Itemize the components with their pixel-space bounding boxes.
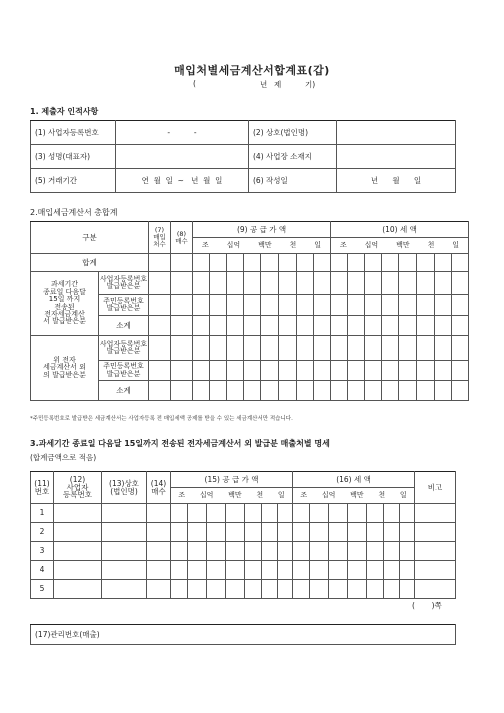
reg-no-field[interactable]: - - [116, 121, 249, 145]
mgmt-table [30, 624, 456, 645]
group1-label: 과세기간 종료일 다음달 15일 까지 전송된 전자세금계산 서 발급받은분 [31, 272, 99, 336]
tax-digits [293, 488, 415, 504]
table-row [31, 336, 469, 361]
sub-total-label: 소계 [99, 316, 149, 336]
table-row [31, 561, 456, 580]
col-reg-no: (12) 사업자 등록번호 [54, 472, 102, 504]
digit-jo: 조 [300, 490, 308, 499]
digit-baekman: 백만 [350, 490, 364, 499]
digit-baekman: 백만 [396, 240, 410, 249]
period-open: ( [193, 79, 196, 88]
row-number: 1 [31, 504, 54, 523]
period-term: 제 [274, 80, 282, 89]
table-row [31, 580, 456, 599]
row-number: 2 [31, 523, 54, 542]
section3-subheading: (합계금액으로 적음) [30, 453, 97, 462]
col-sheets: (14) 매수 [147, 472, 171, 504]
digit-jo: 조 [178, 490, 186, 499]
col-company: (13)상호 (법인명) [102, 472, 147, 504]
name-label: (2) 상호(법인명) [249, 121, 337, 145]
date-label: (6) 작성일 [249, 169, 337, 193]
sub-biz-label: 사업자등록번호 발급받은분 [99, 272, 149, 295]
rep-label: (3) 성명(대표자) [31, 145, 116, 169]
digit-il: 일 [399, 490, 407, 499]
table-row [31, 504, 456, 523]
tax-digits [331, 238, 469, 254]
digit-sibeok: 십억 [199, 490, 214, 499]
col-vendor-count: (7) 매입 처수 [149, 222, 171, 254]
section1-heading: 1. 제출자 인적사항 [30, 107, 99, 116]
table-row [31, 542, 456, 561]
sub-total-label: 소계 [99, 381, 149, 401]
digit-cheon: 천 [289, 240, 297, 249]
sub-resident-label: 주민등록번호 발급받은분 [99, 295, 149, 316]
col-note: 비고 [415, 472, 456, 504]
col-supply: (9) 공 급 가 액 [193, 222, 331, 238]
col-tax: (16) 세 액 [293, 472, 415, 488]
submitter-table [30, 120, 456, 193]
digit-baekman: 백만 [258, 240, 272, 249]
vendor-detail-table [30, 471, 456, 599]
row-number: 3 [31, 542, 54, 561]
supply-digits [171, 488, 293, 504]
period-field[interactable]: 연 월 일 ~ 년 월 일 [116, 169, 249, 193]
digit-il: 일 [452, 240, 460, 249]
period-close: 기) [305, 80, 316, 89]
group2-label: 위 전자 세금계산서 외 의 발급받은분 [31, 336, 99, 401]
period-year: 년 [260, 80, 268, 89]
addr-field[interactable] [337, 145, 456, 169]
digit-sibeok: 십억 [226, 240, 241, 249]
row-number: 5 [31, 580, 54, 599]
row-number: 4 [31, 561, 54, 580]
row-total-label: 합계 [31, 254, 149, 272]
digit-jo: 조 [201, 240, 209, 249]
resident-note: *주민등록번호로 발급받은 세금계산서는 사업자등록 전 매입세액 공제를 받을 수 있는 세금계산서만 적습니다. [30, 416, 293, 422]
reg-no-label: (1) 사업자등록번호 [31, 121, 116, 145]
sub-resident-label: 주민등록번호 발급받은분 [99, 361, 149, 381]
period-label: (5) 거래기간 [31, 169, 116, 193]
digit-sibeok: 십억 [321, 490, 336, 499]
col-no: (11) 번호 [31, 472, 54, 504]
sub-biz-label: 사업자등록번호 발급받은분 [99, 336, 149, 361]
col-supply: (15) 공 급 가 액 [171, 472, 293, 488]
table-row [31, 254, 469, 272]
rep-field[interactable] [116, 145, 249, 169]
supply-digits [193, 238, 331, 254]
section3-heading: 3.과세기간 종료일 다음달 15일까지 전송된 전자세금계산서 외 발급분 매출처별 명세 [30, 439, 330, 448]
digit-sibeok: 십억 [364, 240, 379, 249]
page-mark: ( )쪽 [412, 601, 442, 610]
digit-baekman: 백만 [228, 490, 242, 499]
mgmt-no-field[interactable]: (17)관리번호(매출) [31, 625, 456, 645]
section2-heading: 2.매입세금계산서 총합계 [30, 208, 118, 217]
digit-cheon: 천 [427, 240, 435, 249]
digit-jo: 조 [339, 240, 347, 249]
summary-table [30, 221, 469, 401]
col-tax: (10) 세 액 [331, 222, 469, 238]
addr-label: (4) 사업장 소재지 [249, 145, 337, 169]
digit-il: 일 [314, 240, 321, 249]
name-field[interactable] [337, 121, 456, 145]
col-sheet-count: (8) 매수 [171, 222, 193, 254]
date-field[interactable]: 년 월 일 [337, 169, 456, 193]
page-title: 매입처별세금계산서합계표(갑) [174, 64, 330, 77]
table-row [31, 272, 469, 295]
digit-cheon: 천 [256, 490, 264, 499]
table-row [31, 523, 456, 542]
digit-cheon: 천 [378, 490, 386, 499]
col-type: 구분 [31, 222, 149, 254]
digit-il: 일 [277, 490, 285, 499]
